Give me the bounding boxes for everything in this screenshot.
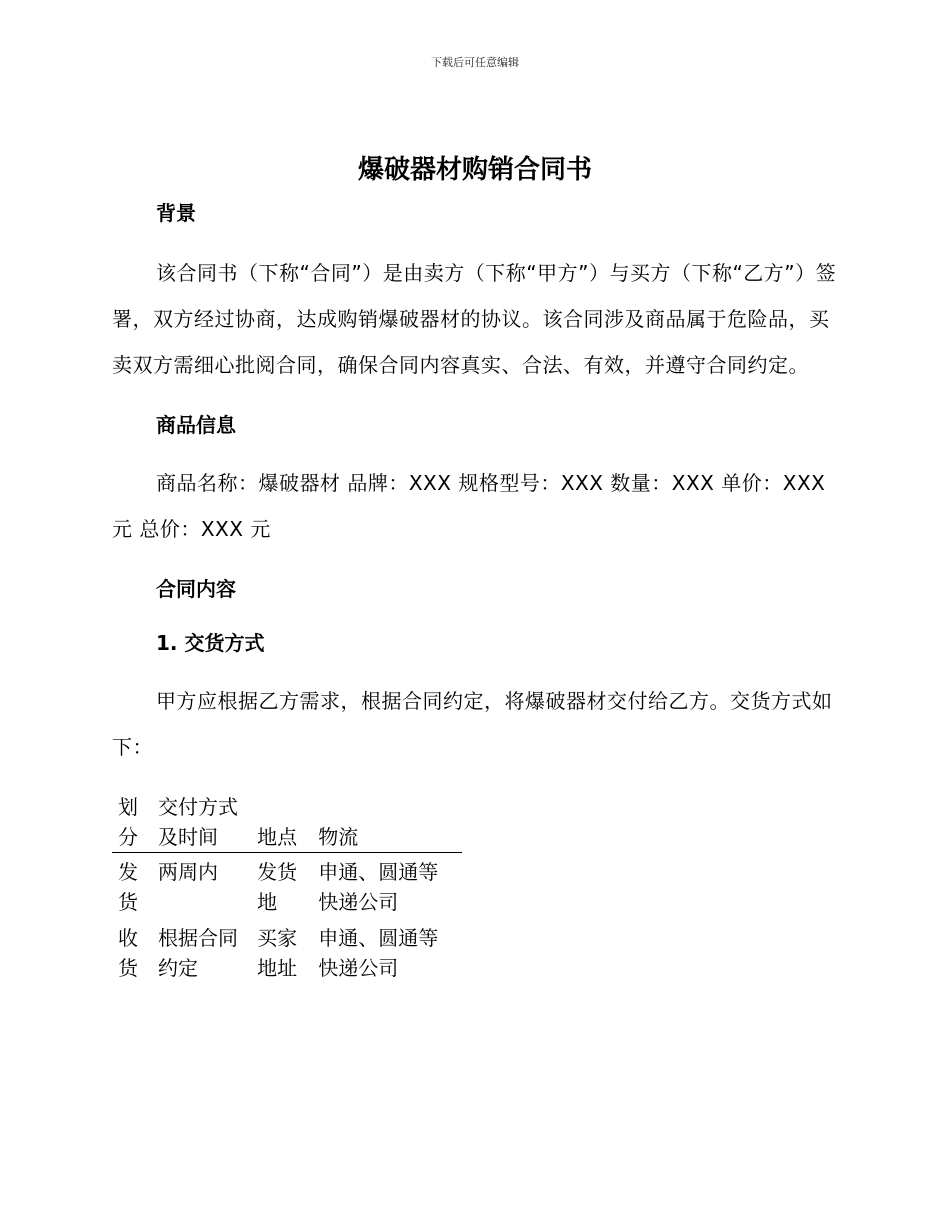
document-body bbox=[112, 196, 840, 985]
delivery-table bbox=[112, 792, 462, 985]
table-header-cell: 地点 bbox=[257, 825, 298, 849]
table-cell: 发货 bbox=[118, 860, 138, 914]
table-row bbox=[112, 853, 462, 920]
section-heading-contract: 合同内容 bbox=[156, 577, 236, 601]
table-header-cell: 物流 bbox=[318, 825, 359, 849]
goods-paragraph: 商品名称：爆破器材 品牌：XXX 规格型号：XXX 数量：XXX 单价：XXX 元 总价：XXX 元 bbox=[112, 471, 826, 541]
section-heading-goods: 商品信息 bbox=[156, 413, 236, 437]
table-row bbox=[112, 919, 462, 985]
table-cell: 发货地 bbox=[257, 860, 298, 914]
header-note: 下载后可任意编辑 bbox=[431, 56, 519, 69]
table-cell: 申通、圆通等快递公司 bbox=[318, 860, 439, 914]
delivery-paragraph: 甲方应根据乙方需求，根据合同约定，将爆破器材交付给乙方。交货方式如下： bbox=[112, 689, 833, 759]
table-cell: 买家地址 bbox=[257, 926, 298, 980]
section-heading-delivery: 1. 交货方式 bbox=[156, 631, 265, 655]
table-header-cell: 划分 bbox=[118, 795, 138, 849]
section-heading-background: 背景 bbox=[156, 201, 196, 225]
document-title: 爆破器材购销合同书 bbox=[357, 155, 592, 185]
table-cell: 两周内 bbox=[158, 860, 219, 884]
table-cell: 申通、圆通等快递公司 bbox=[318, 926, 439, 980]
table-header-cell: 交付方式及时间 bbox=[158, 795, 239, 849]
background-paragraph: 该合同书（下称“合同”）是由卖方（下称“甲方”）与买方（下称“乙方”）签署，双方经过协商，达成购销爆破器材的协议。该合同涉及商品属于危险品，买卖双方需细心批阅合同，确保合同内容真实、合法、有效，并遵守合同约定。 bbox=[112, 261, 837, 377]
table-cell: 收货 bbox=[118, 926, 138, 980]
table-cell: 根据合同约定 bbox=[158, 926, 239, 980]
table-header-row bbox=[112, 792, 462, 853]
